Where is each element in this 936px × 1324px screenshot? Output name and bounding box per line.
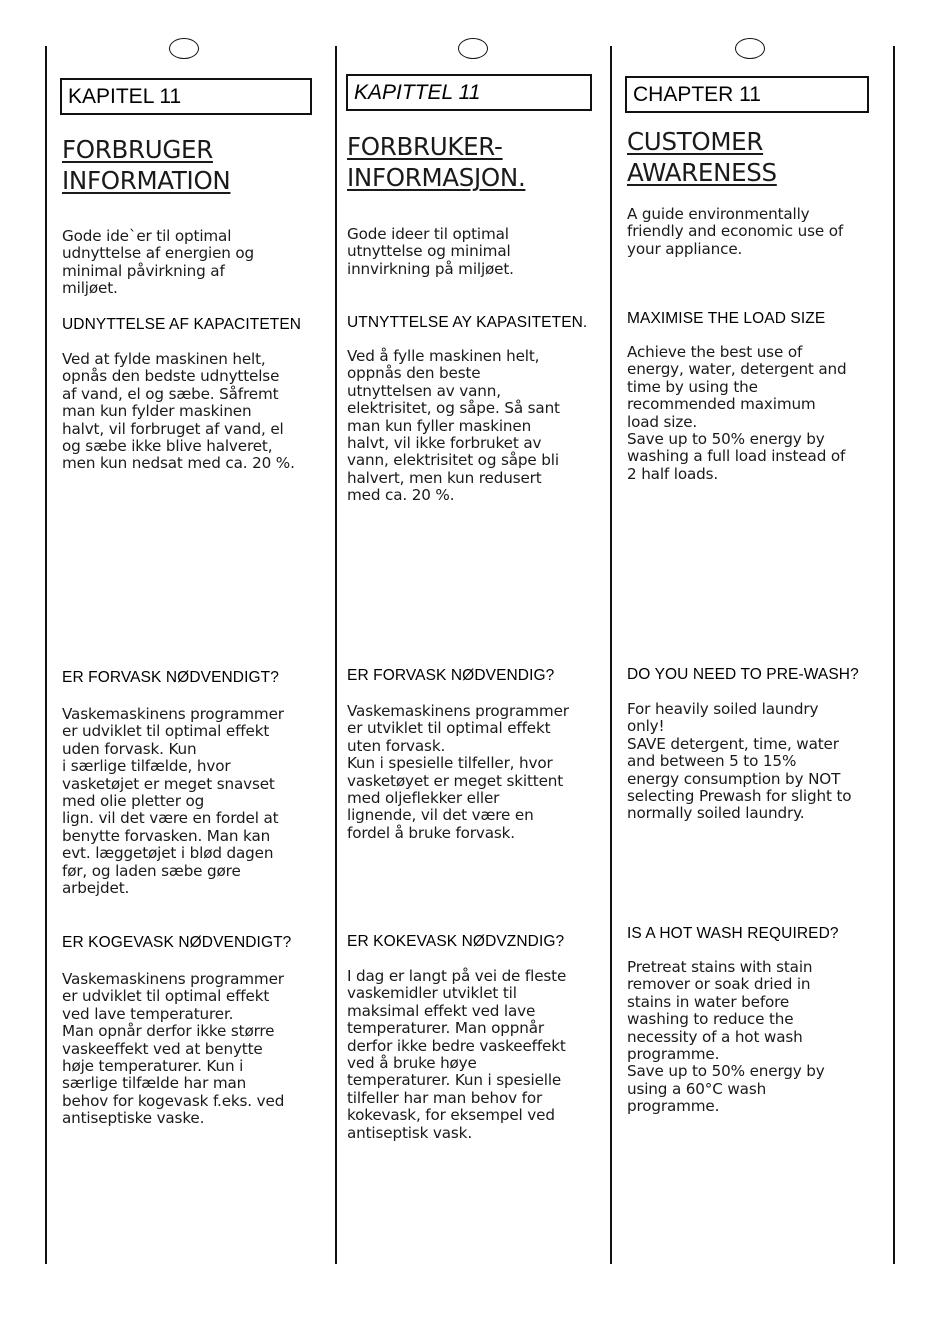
left-border-line (45, 46, 47, 1264)
intro-text: Gode ide`er til optimal udnyttelse af energien og minimal påvirkning af miljøet. (62, 227, 255, 298)
chapter-box: CHAPTER 11 (625, 76, 869, 113)
divider-line-2 (610, 46, 612, 1264)
section-heading: UTNYTTELSE AY KAPASITETEN. (347, 314, 588, 331)
language-oval-icon (458, 38, 488, 59)
section-heading: ER FORVASK NØDVENDIG? (347, 667, 555, 684)
section-text: Ved at fylde maskinen helt, opnås den bedste udnyttelse af vand, el og sæbe. Såfremt man kun fylder maskinen halvt, vil forbruget af vand, el og sæbe ikke blive halveret, men kun nedsat med ca. 20 %. (62, 350, 295, 473)
section-text: Vaskemaskinens programmer er udviklet til optimal effekt uden forvask. Kun i særlige tilfælde, hvor vasketøjet er meget snavset med olie pletter og lign. vil det være en fordel at benytte forvasken. Man kan evt. læggetøjet i blød dagen før, og laden sæbe gøre arbejdet. (62, 705, 284, 898)
section-text: Vaskemaskinens programmer er udviklet til optimal effekt ved lave temperaturer. Man opnår derfor ikke større vaskeeffekt ved at benytte høje temperaturer. Kun i særlige tilfælde har man behov for kogevask f.eks. ved antiseptiske vaske. (62, 970, 285, 1128)
section-text: Vaskemaskinens programmer er utviklet til optimal effekt uten forvask. Kun i spesielle tilfeller, hvor vasketøyet er meget skittent med oljeflekker eller lignende, vil det være en fordel å bruke forvask. (347, 702, 569, 842)
section-text: I dag er langt på vei de fleste vaskemidler utviklet til maksimal effekt ved lave temperaturer. Man oppnår derfor ikke bedre vaskeeffekt ved å bruke høye temperaturer. Kun i spesielle tilfeller har man behov for kokevask, for eksempel ved antiseptisk vask. (347, 967, 567, 1142)
section-heading: ER FORVASK NØDVENDIGT? (62, 669, 279, 686)
chapter-box: KAPITTEL 11 (346, 74, 592, 111)
right-border-line (893, 46, 895, 1264)
language-oval-icon (169, 38, 199, 59)
section-heading: ER KOGEVASK NØDVENDIGT? (62, 934, 292, 951)
section-title: FORBRUGER INFORMATION (62, 135, 231, 195)
section-title: CUSTOMER AWARENESS (627, 127, 777, 187)
section-text: Ved å fylle maskinen helt, oppnås den beste utnyttelsen av vann, elektrisitet, og såpe. Så sant man kun fyller maskinen halvt, vil ikke forbruket av vann, elektrisitet og såpe bli halvert, men kun redusert med ca. 20 %. (347, 347, 560, 505)
chapter-box: KAPITEL 11 (60, 78, 312, 115)
intro-text: Gode ideer til optimal utnyttelse og minimal innvirkning på miljøet. (347, 225, 514, 278)
section-heading: ER KOKEVASK NØDVZNDIG? (347, 933, 565, 950)
section-title: FORBRUKER- INFORMASJON. (347, 132, 526, 192)
section-text: Achieve the best use of energy, water, detergent and time by using the recommended maximum load size. Save up to 50% energy by washing a full load instead of 2 half loads. (627, 343, 847, 483)
divider-line-1 (335, 46, 337, 1264)
language-oval-icon (735, 38, 765, 59)
section-heading: DO YOU NEED TO PRE-WASH? (627, 666, 859, 683)
section-heading: UDNYTTELSE AF KAPACITETEN (62, 316, 302, 333)
section-heading: MAXIMISE THE LOAD SIZE (627, 310, 826, 327)
section-heading: IS A HOT WASH REQUIRED? (627, 925, 839, 942)
section-text: Pretreat stains with stain remover or soak dried in stains in water before washing to reduce the necessity of a hot wash programme. Save up to 50% energy by using a 60°C wash programme. (627, 958, 825, 1116)
section-text: For heavily soiled laundry only! SAVE detergent, time, water and between 5 to 15% energy consumption by NOT selecting Prewash for slight to normally soiled laundry. (627, 700, 852, 823)
intro-text: A guide environmentally friendly and economic use of your appliance. (627, 205, 844, 258)
